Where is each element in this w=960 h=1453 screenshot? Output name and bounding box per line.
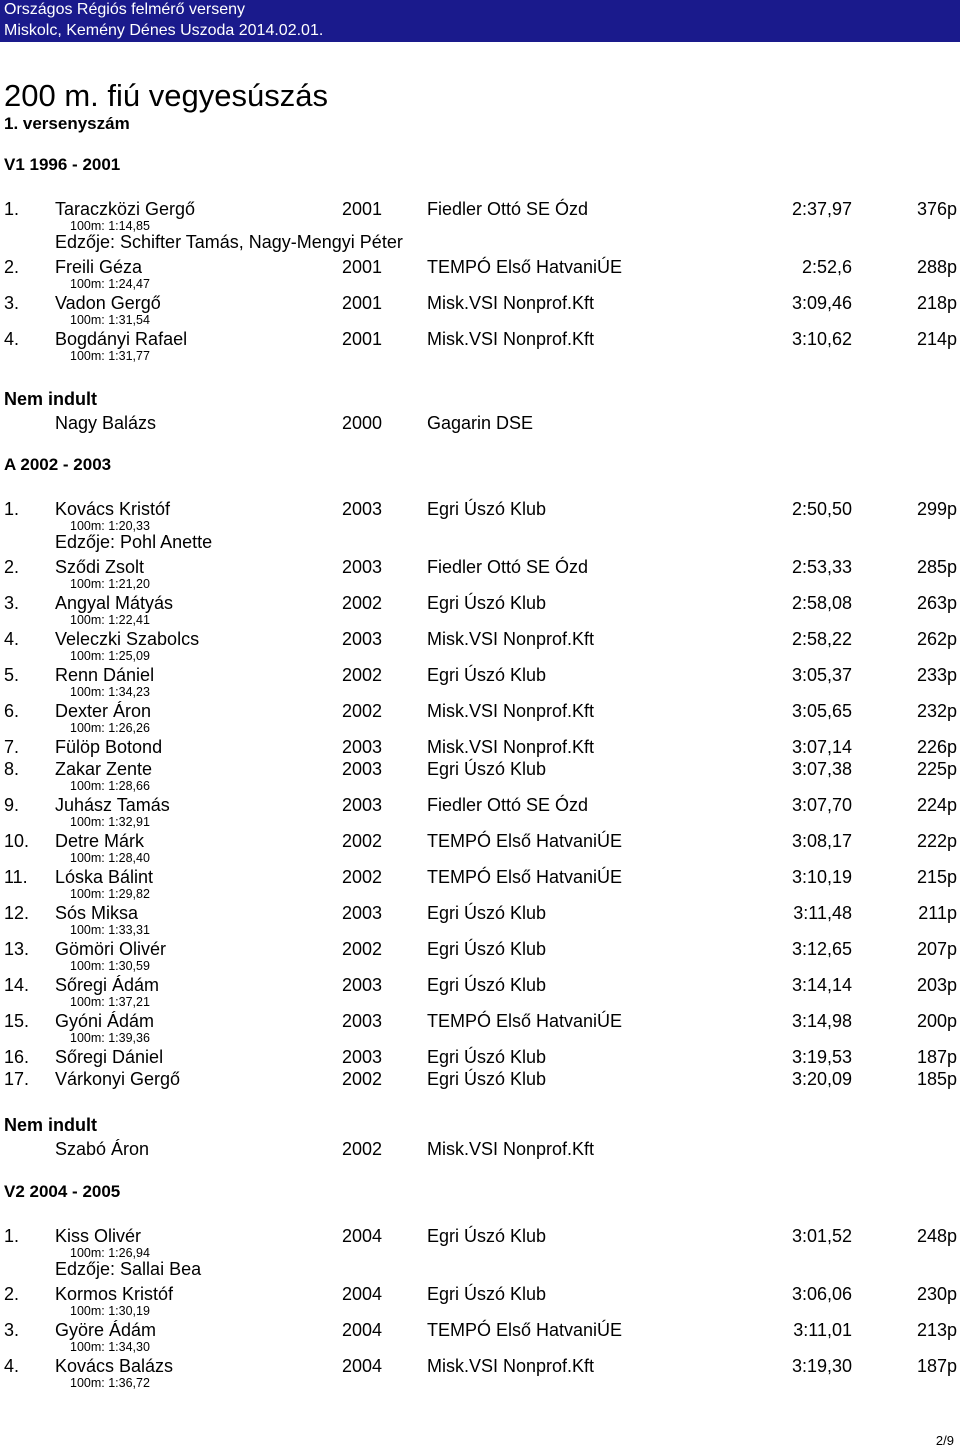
split-time: 100m: 1:21,20 xyxy=(70,577,150,591)
swimmer-name: Lóska Bálint xyxy=(55,867,154,887)
split-time: 100m: 1:14,85 xyxy=(70,219,150,233)
birth-year: 2002 xyxy=(342,593,383,613)
points: 248p xyxy=(916,1226,957,1246)
swimmer-name: Juhász Tamás xyxy=(55,795,170,815)
header-bar xyxy=(0,0,960,42)
points: 262p xyxy=(916,629,957,649)
result-row xyxy=(0,1069,960,1091)
birth-year: 2004 xyxy=(342,1356,383,1376)
swimmer-name: Vadon Gergő xyxy=(55,293,161,313)
swimmer-name: Dexter Áron xyxy=(55,701,152,721)
points: 211p xyxy=(918,903,957,923)
points: 233p xyxy=(916,665,957,685)
club-name: Egri Úszó Klub xyxy=(427,975,547,995)
split-time: 100m: 1:29,82 xyxy=(70,887,150,901)
club-name: Egri Úszó Klub xyxy=(427,1069,547,1089)
birth-year: 2003 xyxy=(342,737,383,757)
birth-year: 2002 xyxy=(342,665,383,685)
swimmer-name: Kiss Olivér xyxy=(55,1226,142,1246)
club-name: Egri Úszó Klub xyxy=(427,1226,547,1246)
split-time: 100m: 1:36,72 xyxy=(70,1376,150,1390)
split-time: 100m: 1:31,54 xyxy=(70,313,150,327)
section-heading: V2 2004 - 2005 xyxy=(4,1182,121,1201)
result-row xyxy=(0,293,960,315)
result-row xyxy=(0,795,960,817)
finish-time: 2:58,22 xyxy=(791,629,852,649)
birth-year: 2003 xyxy=(342,629,383,649)
swimmer-name: Gömöri Olivér xyxy=(55,939,167,959)
finish-time: 3:11,48 xyxy=(793,903,852,923)
swimmer-name: Györe Ádám xyxy=(55,1320,157,1340)
section-heading: V1 1996 - 2001 xyxy=(4,155,121,174)
finish-time: 3:14,14 xyxy=(791,975,852,995)
finish-time: 3:08,17 xyxy=(791,831,852,851)
swimmer-name: Freili Géza xyxy=(55,257,143,277)
place: 4. xyxy=(4,1356,20,1376)
points: 213p xyxy=(916,1320,957,1340)
birth-year: 2003 xyxy=(342,975,383,995)
finish-time: 3:19,30 xyxy=(791,1356,852,1376)
swimmer-name: Sőregi Dániel xyxy=(55,1047,164,1067)
birth-year: 2002 xyxy=(342,867,383,887)
points: 200p xyxy=(916,1011,957,1031)
result-row xyxy=(0,557,960,579)
result-row xyxy=(0,1226,960,1248)
points: 224p xyxy=(916,795,957,815)
place: 3. xyxy=(4,593,20,613)
finish-time: 2:53,33 xyxy=(791,557,852,577)
place: 3. xyxy=(4,293,20,313)
place: 1. xyxy=(4,1226,20,1246)
split-time: 100m: 1:26,94 xyxy=(70,1246,150,1260)
club-name: Fiedler Ottó SE Ózd xyxy=(427,199,589,219)
swimmer-name: Kovács Balázs xyxy=(55,1356,174,1376)
points: 288p xyxy=(916,257,957,277)
club-name: Gagarin DSE xyxy=(427,413,534,433)
points: 299p xyxy=(916,499,957,519)
coach-name: Edzője: Schifter Tamás, Nagy-Mengyi Péter xyxy=(55,232,403,252)
split-time: 100m: 1:22,41 xyxy=(70,613,150,627)
place: 17. xyxy=(4,1069,30,1089)
result-row xyxy=(0,1320,960,1342)
points: 218p xyxy=(916,293,957,313)
result-row xyxy=(0,939,960,961)
result-row xyxy=(0,903,960,925)
club-name: Egri Úszó Klub xyxy=(427,1284,547,1304)
birth-year: 2003 xyxy=(342,557,383,577)
points: 232p xyxy=(916,701,957,721)
swimmer-name: Taraczközi Gergő xyxy=(55,199,196,219)
result-row xyxy=(0,1011,960,1033)
finish-time: 2:37,97 xyxy=(791,199,852,219)
birth-year: 2001 xyxy=(342,257,383,277)
finish-time: 3:19,53 xyxy=(791,1047,852,1067)
place: 12. xyxy=(4,903,30,923)
place: 13. xyxy=(4,939,30,959)
place: 9. xyxy=(4,795,20,815)
finish-time: 3:10,19 xyxy=(791,867,852,887)
split-time: 100m: 1:34,30 xyxy=(70,1340,150,1354)
birth-year: 2003 xyxy=(342,499,383,519)
points: 207p xyxy=(916,939,957,959)
points: 187p xyxy=(916,1047,957,1067)
club-name: Misk.VSI Nonprof.Kft xyxy=(427,329,595,349)
finish-time: 3:05,37 xyxy=(791,665,852,685)
birth-year: 2004 xyxy=(342,1284,383,1304)
birth-year: 2004 xyxy=(342,1226,383,1246)
split-time: 100m: 1:20,33 xyxy=(70,519,150,533)
points: 203p xyxy=(916,975,957,995)
birth-year: 2002 xyxy=(342,1139,383,1159)
birth-year: 2002 xyxy=(342,1069,383,1089)
swimmer-name: Szabó Áron xyxy=(55,1139,150,1159)
place: 3. xyxy=(4,1320,20,1340)
birth-year: 2003 xyxy=(342,795,383,815)
place: 11. xyxy=(4,867,28,887)
points: 263p xyxy=(916,593,957,613)
result-row xyxy=(0,759,960,781)
place: 14. xyxy=(4,975,30,995)
club-name: Egri Úszó Klub xyxy=(427,759,547,779)
competition-name: Országos Régiós felmérő verseny xyxy=(4,1,245,18)
birth-year: 2001 xyxy=(342,199,383,219)
points: 230p xyxy=(916,1284,957,1304)
result-row xyxy=(0,1356,960,1378)
club-name: Egri Úszó Klub xyxy=(427,593,547,613)
result-row xyxy=(0,701,960,723)
split-time: 100m: 1:28,66 xyxy=(70,779,150,793)
split-time: 100m: 1:28,40 xyxy=(70,851,150,865)
club-name: Misk.VSI Nonprof.Kft xyxy=(427,293,595,313)
result-row xyxy=(0,499,960,521)
club-name: Egri Úszó Klub xyxy=(427,1047,547,1067)
birth-year: 2003 xyxy=(342,1011,383,1031)
finish-time: 3:10,62 xyxy=(791,329,852,349)
points: 187p xyxy=(916,1356,957,1376)
club-name: Egri Úszó Klub xyxy=(427,939,547,959)
club-name: Fiedler Ottó SE Ózd xyxy=(427,557,589,577)
place: 2. xyxy=(4,1284,20,1304)
club-name: Misk.VSI Nonprof.Kft xyxy=(427,701,595,721)
place: 5. xyxy=(4,665,20,685)
split-time: 100m: 1:24,47 xyxy=(70,277,150,291)
finish-time: 2:52,6 xyxy=(801,257,852,277)
points: 376p xyxy=(916,199,957,219)
swimmer-name: Kormos Kristóf xyxy=(55,1284,174,1304)
points: 214p xyxy=(916,329,957,349)
finish-time: 2:58,08 xyxy=(791,593,852,613)
result-row xyxy=(0,1047,960,1069)
club-name: Fiedler Ottó SE Ózd xyxy=(427,795,589,815)
swimmer-name: Sződi Zsolt xyxy=(55,557,145,577)
place: 10. xyxy=(4,831,30,851)
birth-year: 2003 xyxy=(342,903,383,923)
birth-year: 2000 xyxy=(342,413,383,433)
birth-year: 2002 xyxy=(342,701,383,721)
club-name: Misk.VSI Nonprof.Kft xyxy=(427,737,595,757)
swimmer-name: Várkonyi Gergő xyxy=(55,1069,181,1089)
swimmer-name: Angyal Mátyás xyxy=(55,593,174,613)
swimmer-name: Zakar Zente xyxy=(55,759,153,779)
finish-time: 3:05,65 xyxy=(791,701,852,721)
club-name: TEMPÓ Első HatvaniÚE xyxy=(427,867,623,887)
finish-time: 3:07,14 xyxy=(791,737,852,757)
split-time: 100m: 1:26,26 xyxy=(70,721,150,735)
not-started-row xyxy=(0,413,960,435)
place: 2. xyxy=(4,557,20,577)
club-name: TEMPÓ Első HatvaniÚE xyxy=(427,1011,623,1031)
finish-time: 3:12,65 xyxy=(791,939,852,959)
club-name: Egri Úszó Klub xyxy=(427,903,547,923)
result-row xyxy=(0,831,960,853)
result-row xyxy=(0,1284,960,1306)
swimmer-name: Sós Miksa xyxy=(55,903,139,923)
split-time: 100m: 1:34,23 xyxy=(70,685,150,699)
finish-time: 3:07,38 xyxy=(791,759,852,779)
birth-year: 2003 xyxy=(342,759,383,779)
place: 1. xyxy=(4,499,20,519)
finish-time: 3:20,09 xyxy=(791,1069,852,1089)
split-time: 100m: 1:31,77 xyxy=(70,349,150,363)
result-row xyxy=(0,593,960,615)
finish-time: 3:14,98 xyxy=(791,1011,852,1031)
result-row xyxy=(0,975,960,997)
place: 16. xyxy=(4,1047,30,1067)
birth-year: 2003 xyxy=(342,1047,383,1067)
coach-name: Edzője: Pohl Anette xyxy=(55,532,213,552)
club-name: Misk.VSI Nonprof.Kft xyxy=(427,1139,595,1159)
split-time: 100m: 1:39,36 xyxy=(70,1031,150,1045)
section-heading: A 2002 - 2003 xyxy=(4,455,112,474)
place: 2. xyxy=(4,257,20,277)
club-name: TEMPÓ Első HatvaniÚE xyxy=(427,1320,623,1340)
swimmer-name: Gyóni Ádám xyxy=(55,1011,155,1031)
not-started-label: Nem indult xyxy=(4,1115,97,1135)
birth-year: 2001 xyxy=(342,329,383,349)
swimmer-name: Sőregi Ádám xyxy=(55,975,160,995)
split-time: 100m: 1:30,59 xyxy=(70,959,150,973)
place: 8. xyxy=(4,759,20,779)
place: 7. xyxy=(4,737,20,757)
birth-year: 2001 xyxy=(342,293,383,313)
swimmer-name: Veleczki Szabolcs xyxy=(55,629,200,649)
result-row xyxy=(0,329,960,351)
finish-time: 3:01,52 xyxy=(791,1226,852,1246)
finish-time: 3:11,01 xyxy=(793,1320,852,1340)
finish-time: 2:50,50 xyxy=(791,499,852,519)
not-started-label: Nem indult xyxy=(4,389,97,409)
club-name: Egri Úszó Klub xyxy=(427,665,547,685)
result-row xyxy=(0,665,960,687)
club-name: Misk.VSI Nonprof.Kft xyxy=(427,629,595,649)
swimmer-name: Fülöp Botond xyxy=(55,737,163,757)
split-time: 100m: 1:33,31 xyxy=(70,923,150,937)
points: 226p xyxy=(916,737,957,757)
result-row xyxy=(0,629,960,651)
place: 15. xyxy=(4,1011,30,1031)
club-name: TEMPÓ Első HatvaniÚE xyxy=(427,257,623,277)
venue-date: Miskolc, Kemény Dénes Uszoda 2014.02.01. xyxy=(4,22,324,39)
points: 185p xyxy=(916,1069,957,1089)
swimmer-name: Kovács Kristóf xyxy=(55,499,171,519)
points: 225p xyxy=(916,759,957,779)
swimmer-name: Renn Dániel xyxy=(55,665,155,685)
swimmer-name: Bogdányi Rafael xyxy=(55,329,188,349)
place: 4. xyxy=(4,329,20,349)
place: 6. xyxy=(4,701,20,721)
split-time: 100m: 1:37,21 xyxy=(70,995,150,1009)
split-time: 100m: 1:30,19 xyxy=(70,1304,150,1318)
result-row xyxy=(0,867,960,889)
place: 1. xyxy=(4,199,20,219)
coach-name: Edzője: Sallai Bea xyxy=(55,1259,202,1279)
split-time: 100m: 1:25,09 xyxy=(70,649,150,663)
split-time: 100m: 1:32,91 xyxy=(70,815,150,829)
birth-year: 2004 xyxy=(342,1320,383,1340)
finish-time: 3:07,70 xyxy=(791,795,852,815)
swimmer-name: Detre Márk xyxy=(55,831,145,851)
not-started-row xyxy=(0,1139,960,1161)
event-number: 1. versenyszám xyxy=(4,114,130,133)
result-row xyxy=(0,737,960,759)
points: 222p xyxy=(916,831,957,851)
result-row xyxy=(0,199,960,221)
page-number: 2/9 xyxy=(935,1433,954,1448)
finish-time: 3:06,06 xyxy=(791,1284,852,1304)
result-row xyxy=(0,257,960,279)
birth-year: 2002 xyxy=(342,831,383,851)
swimmer-name: Nagy Balázs xyxy=(55,413,157,433)
event-title: 200 m. fiú vegyesúszás xyxy=(4,78,328,113)
place: 4. xyxy=(4,629,20,649)
club-name: Misk.VSI Nonprof.Kft xyxy=(427,1356,595,1376)
finish-time: 3:09,46 xyxy=(791,293,852,313)
club-name: Egri Úszó Klub xyxy=(427,499,547,519)
birth-year: 2002 xyxy=(342,939,383,959)
club-name: TEMPÓ Első HatvaniÚE xyxy=(427,831,623,851)
points: 285p xyxy=(916,557,957,577)
points: 215p xyxy=(916,867,957,887)
